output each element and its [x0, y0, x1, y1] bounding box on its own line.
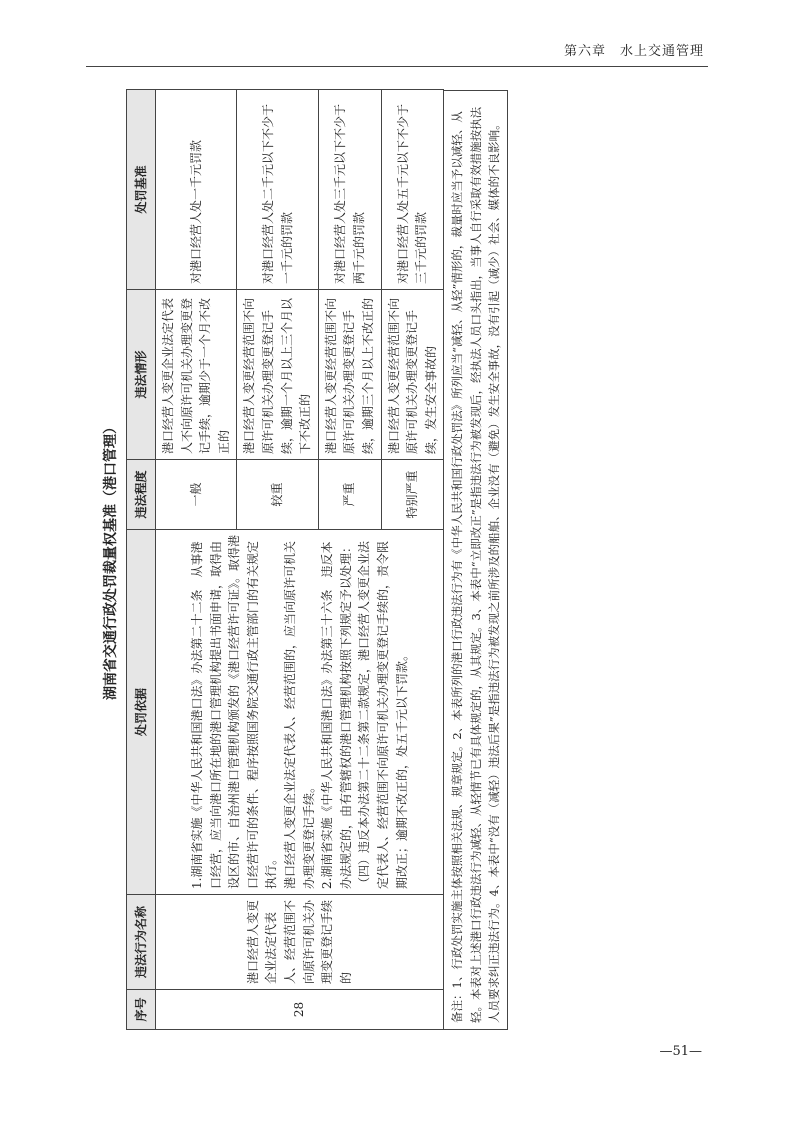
situation-cell: 港口经营人变更经营范围不向原许可机关办理变更登记手续，逾期三个月以上不改正的 — [318, 290, 381, 460]
col-header-name: 违法行为名称 — [127, 895, 156, 990]
level-cell: 特别严重 — [381, 460, 444, 530]
basis-paragraph: 1.湖南省实施《中华人民共和国港口法》办法第二十二条 从事港口经营，应当向港口所在地的港口管理机构提出书面申请，取得由设区的市、自治州港口管理机构颁发的《港口经营许可证》。取得港口经营许可的条件、程序按照国务院交通行政主管部门的有关规定执行。 — [190, 534, 279, 889]
chapter-header: 第六章 水上交通管理 — [563, 44, 704, 59]
rotated-table-block — [96, 80, 502, 1040]
col-header-penalty: 处罚基准 — [127, 90, 156, 290]
penalty-cell: 对港口经营人处一千元罚款 — [156, 90, 237, 290]
basis-paragraph: 港口经营人变更企业法定代表人、经营范围的，应当向原许可机关办理变更登记手续。 — [283, 540, 316, 889]
penalty-basis — [156, 530, 444, 895]
basis-paragraph: （四）违反本办法第二十二条第二款规定，港口经营人变更企业法定代表人、经营范围不向原许可机关办理变更登记手续的，责令限期改正；逾期不改正的，处五千元以下罚款。 — [357, 540, 409, 889]
table-header-row — [127, 90, 156, 1030]
penalty-cell: 对港口经营人处五千元以下不少于三千元的罚款 — [381, 90, 444, 290]
table-row — [156, 90, 237, 1030]
col-header-situation: 违法情形 — [127, 290, 156, 460]
header-rule — [86, 66, 708, 67]
level-cell: 严重 — [318, 460, 381, 530]
penalty-cell: 对港口经营人处二千元以下不少于一千元的罚款 — [237, 90, 318, 290]
penalty-cell: 对港口经营人处三千元以下不少于两千元的罚款 — [318, 90, 381, 290]
row-number: 28 — [156, 990, 444, 1030]
situation-cell: 港口经营人变更企业法定代表人不向原许可机关办理变更登记手续，逾期少于一个月不改正的 — [156, 290, 237, 460]
level-cell: 较重 — [237, 460, 318, 530]
table-note: 备注：1、行政处罚实施主体按照相关法规、规章规定。2、本表所列的港口行政违法行为有《中华人民共和国行政处罚法》所列应当“减轻、从轻”情形的，裁量时应当予以减轻、从轻。本表对上述港口行政违法行为减轻、从轻情节已有具体规定的，从其规定。3、本表中“立即改正”是指违法行为被发现后，经执法人员口头指出，当事人自行采取有效措施按执法人员要求纠正违法行为。4、本表中“没有（减轻）违法后果”是指违法行为被发现之前所涉及的船舶、企业没有（避免）发生安全事故，没有引起（减少）社会、媒体的不良影响。 — [444, 90, 508, 1030]
situation-cell: 港口经营人变更经营范围不向原许可机关办理变更登记手续，逾期一个月以上三个月以下不改正的 — [237, 290, 318, 460]
penalty-table — [126, 89, 444, 1030]
col-header-level: 违法程度 — [127, 460, 156, 530]
table-title: 湖南省交通行政处罚裁量权基准（港口管理） — [103, 420, 119, 700]
col-header-number: 序号 — [127, 990, 156, 1030]
col-header-basis: 处罚依据 — [127, 530, 156, 895]
level-cell: 一般 — [156, 460, 237, 530]
page-number: —51— — [659, 1044, 702, 1059]
basis-paragraph: 2.湖南省实施《中华人民共和国港口法》办法第三十六条 违反本办法规定的，由有管辖权的港口管理机构按照下列规定予以处理： — [320, 540, 353, 889]
violation-name: 港口经营人变更企业法定代表人、经营范围不向原许可机关办理变更登记手续的 — [156, 895, 444, 990]
situation-cell: 港口经营人变更经营范围不向原许可机关办理变更登记手续，发生安全事故的 — [381, 290, 444, 460]
